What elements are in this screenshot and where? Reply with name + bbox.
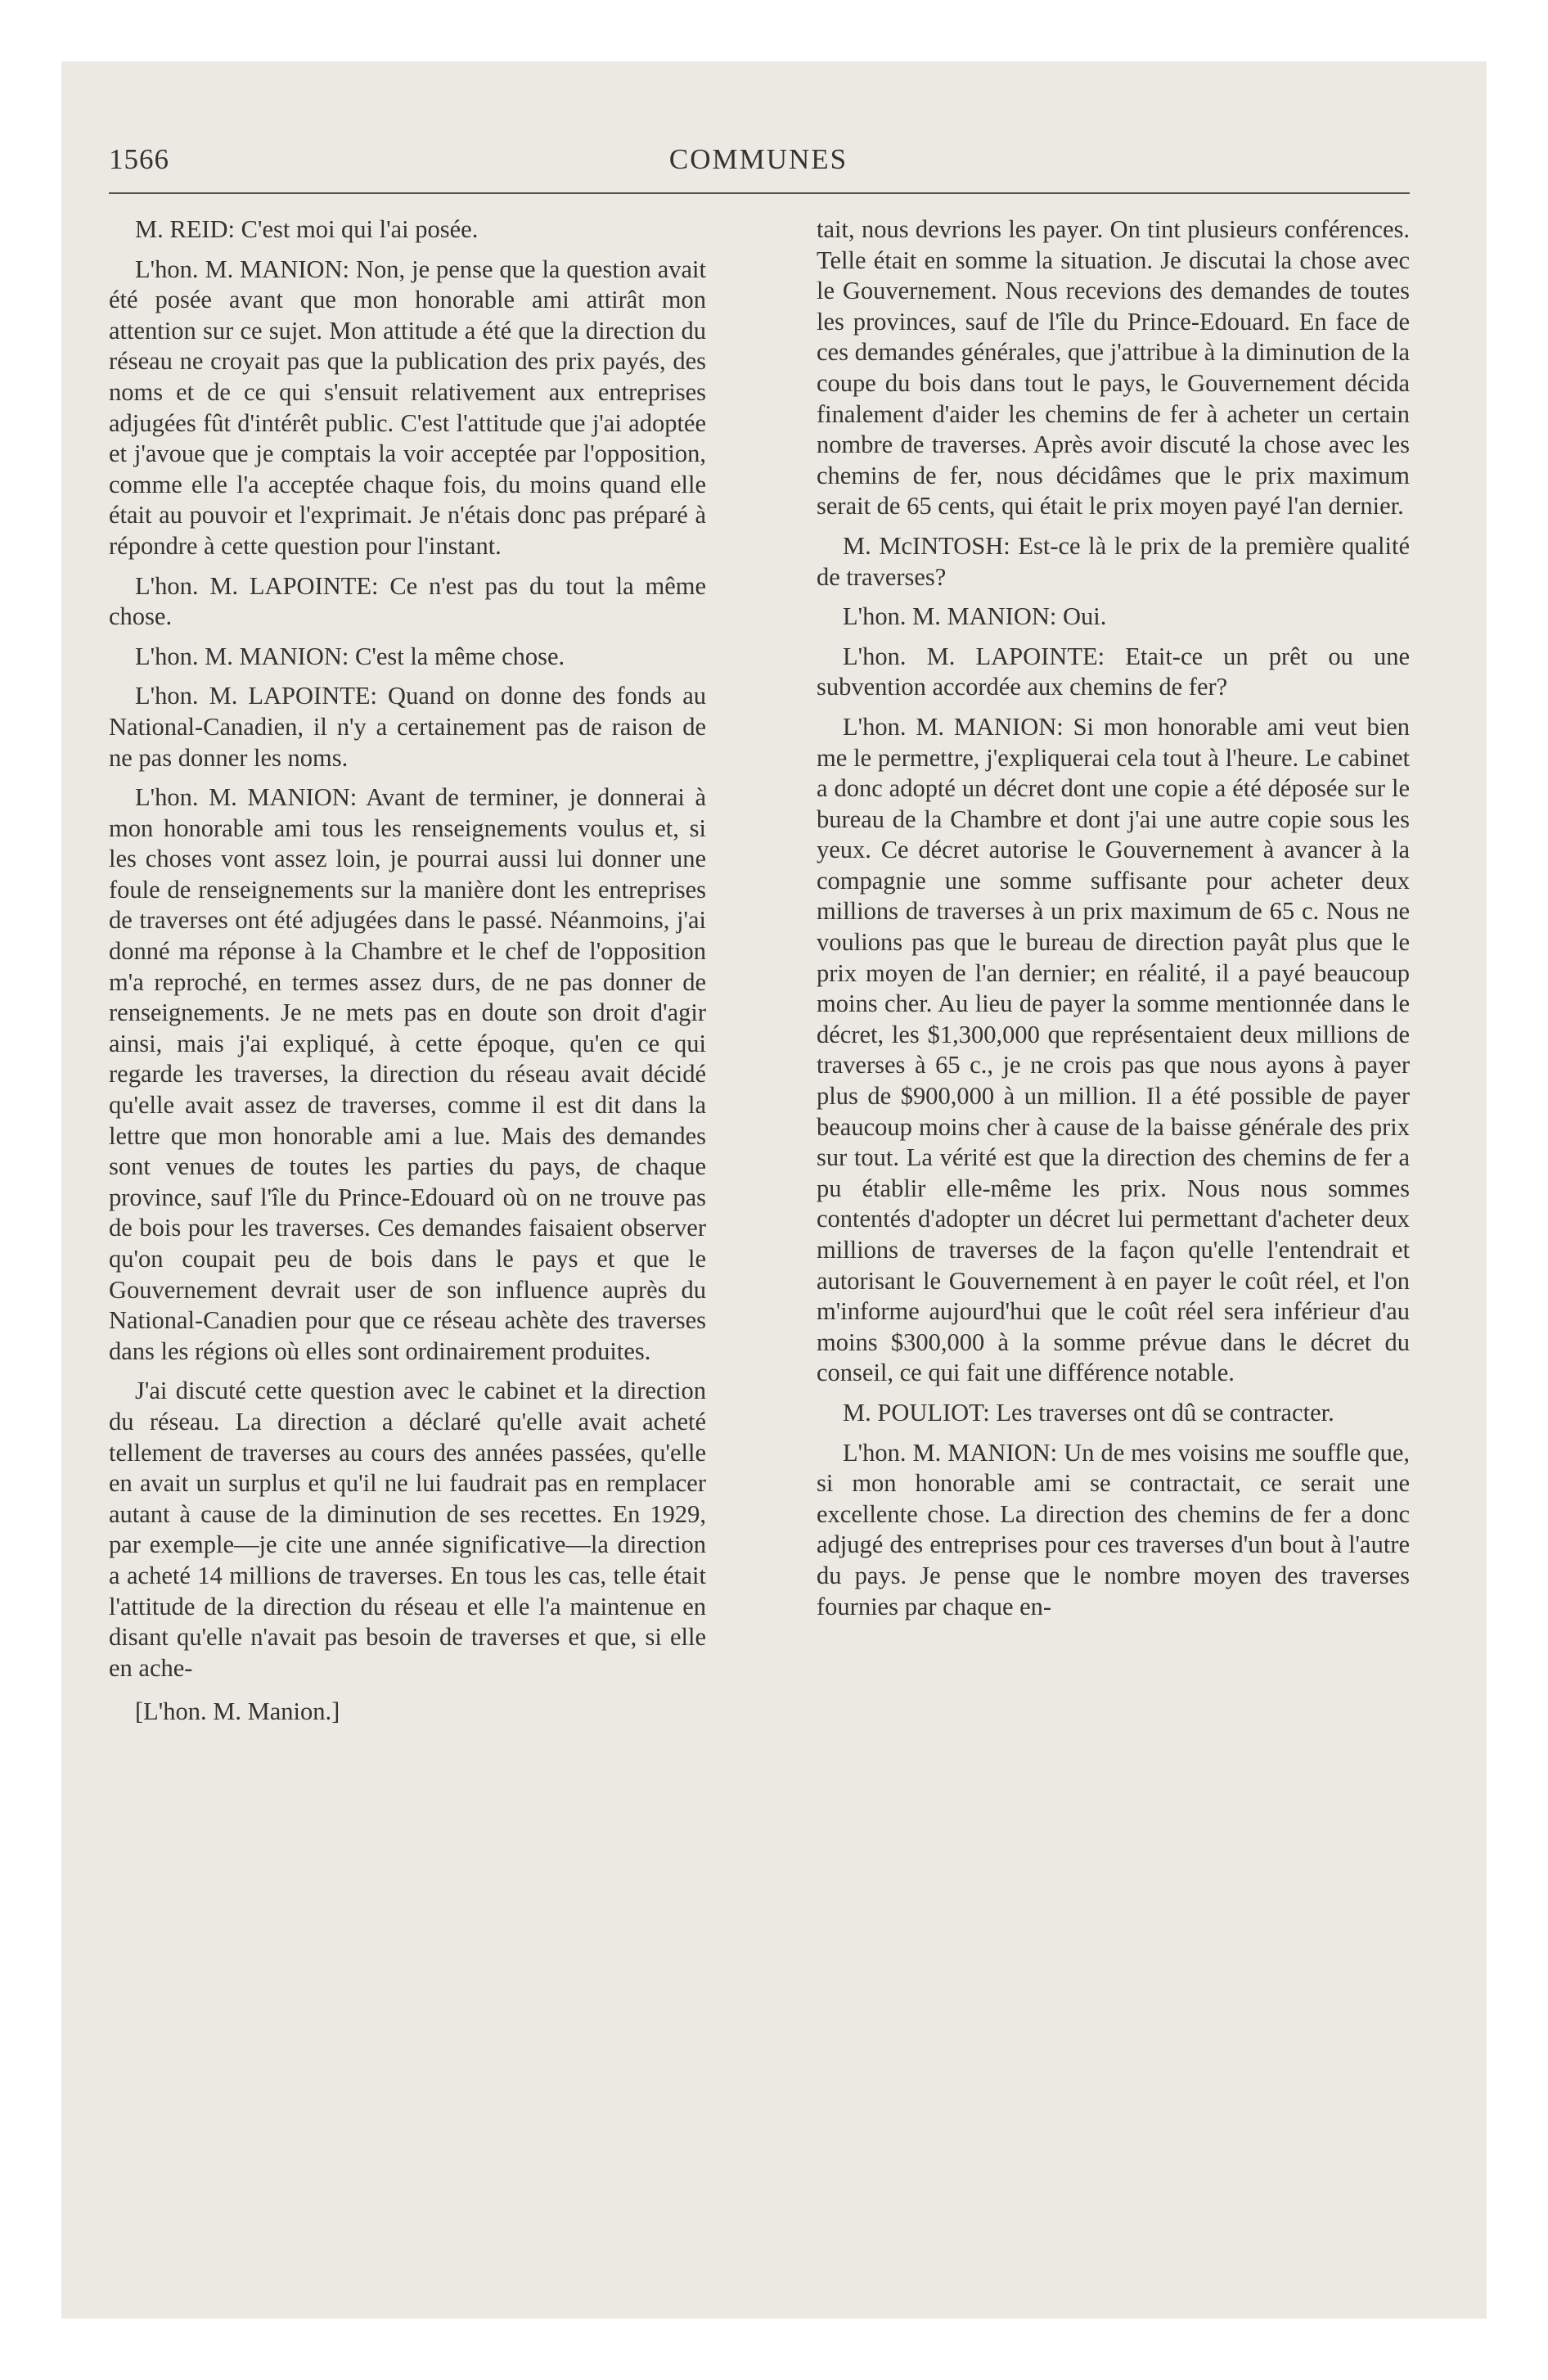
- speaker: L'hon. M. MANION:: [843, 712, 1064, 741]
- paragraph: [109, 214, 706, 246]
- paragraph: [109, 681, 706, 773]
- paragraph: [817, 1438, 1410, 1623]
- paragraph: [817, 712, 1410, 1389]
- paragraph-text: C'est la même chose.: [354, 642, 565, 670]
- paragraph: [817, 531, 1410, 593]
- speaker: M. REID:: [135, 215, 235, 243]
- page-number: 1566: [109, 143, 169, 175]
- speaker: L'hon. M. MANION:: [843, 602, 1057, 631]
- speaker: L'hon. M. MANION:: [135, 642, 349, 670]
- page-header: [109, 143, 1408, 184]
- paragraph: [817, 1398, 1410, 1429]
- paragraph: [109, 571, 706, 633]
- paragraph-text: J'ai discuté cette question avec le cabinet et la direction du réseau. La direction a déclaré qu'elle avait acheté tellement de traverses au cours des années passées, qu'elle en avait un surplus et qu'il ne lui faudrait pas en remplacer autant à cause de la diminution de ses recettes. En 1929, par exemple—je cite une année significative—la direction a acheté 14 millions de traverses. En tous les cas, telle était l'attitude de la direction du réseau et elle l'a maintenue en disant qu'elle n'avait pas besoin de traverses et que, si elle en ache-: [109, 1377, 706, 1682]
- paragraph: [109, 782, 706, 1367]
- speaker: L'hon. M. LAPOINTE:: [135, 571, 379, 600]
- paragraph: [109, 642, 706, 673]
- paragraph-text: Si mon honorable ami veut bien me le permettre, j'expliquerai cela tout à l'heure. Le cabinet a donc adopté un décret dont une copie a été déposée sur le bureau de la Chambre et dont j'ai une autre copie sous les yeux. Ce décret autorise le Gouvernement à avancer à la compagnie une somme suffisante pour acheter deux millions de traverses à un prix maximum de 65 c. Nous ne voulions pas que le bureau de direction payât plus que le prix moyen de l'an dernier; en réalité, il a payé beaucoup moins cher. Au lieu de payer la somme mentionnée dans le décret, les $1,300,000 que représentaient deux millions de traverses à 65 c., je ne crois pas que nous ayons à payer plus de $900,000 à un million. Il a été possible de payer beaucoup moins cher à cause de la baisse générale des prix sur tout. La vérité est que la direction des chemins de fer a pu établir elle-même les prix. Nous nous sommes contentés d'adopter un décret lui permettant d'acheter deux millions de traverses de la façon qu'elle l'entendrait et autorisant le Gouvernement à en payer le coût réel, et l'on m'informe aujourd'hui que le coût réel sera inférieur d'au moins $300,000 à la somme prévue dans le décret du conseil, ce qui fait une différence notable.: [817, 712, 1411, 1387]
- paragraph-text: Quand on donne des fonds au National-Canadien, il n'y a certainement pas de raison de ne pas donner les noms.: [109, 682, 706, 772]
- paragraph: [109, 255, 706, 562]
- speaker: M. POULIOT:: [843, 1398, 990, 1427]
- paragraph: [817, 642, 1410, 703]
- paragraph-text: Est-ce là le prix de la première qualité de traverses?: [817, 531, 1411, 591]
- paragraph: [109, 1376, 706, 1684]
- paragraph-text: Un de mes voisins me souffle que, si mon honorable ami se contractait, ce serait une excellente chose. La direction des chemins de fer a donc adjugé des entreprises pour ces traverses d'un bout à l'autre du pays. Je pense que le nombre moyen des traverses fournies par chaque en-: [817, 1438, 1411, 1620]
- speaker: L'hon. M. MANION:: [843, 1438, 1058, 1467]
- running-head: COMMUNES: [668, 143, 848, 175]
- paragraph-text: Etait-ce un prêt ou une subvention accordée aux chemins de fer?: [817, 642, 1411, 701]
- paragraph: [817, 602, 1410, 633]
- speaker: L'hon. M. MANION:: [135, 255, 350, 283]
- paragraph: [817, 214, 1410, 522]
- left-column: [109, 214, 706, 1728]
- speaker: L'hon. M. LAPOINTE:: [135, 682, 377, 710]
- header-rule: [109, 192, 1410, 194]
- paragraph-text: tait, nous devrions les payer. On tint plusieurs conférences. Telle était en somme la situation. Je discutai la chose avec le Gouvernement. Nous recevions des demandes de toutes les provinces, sauf de l'île du Prince-Edouard. En face de ces demandes générales, que j'attribue à la diminution de la coupe du bois dans tout le pays, le Gouvernement décida finalement d'aider les chemins de fer à acheter un certain nombre de traverses. Après avoir discuté la chose avec les chemins de fer, nous décidâmes que le prix maximum serait de 65 cents, qui était le prix moyen payé l'an dernier.: [817, 215, 1410, 521]
- paragraph-text: Ce n'est pas du tout la même chose.: [109, 571, 706, 631]
- speaker: M. McINTOSH:: [843, 531, 1010, 560]
- paragraph-text: Les traverses ont dû se contracter.: [996, 1398, 1334, 1427]
- speaker-footer: [L'hon. M. Manion.]: [135, 1697, 340, 1726]
- paragraph-text: Non, je pense que la question avait été posée avant que mon honorable ami attirât mon attention sur ce sujet. Mon attitude a été que la direction du réseau ne croyait pas que la publication des prix payés, des noms et de ce qui s'ensuit relativement aux entreprises adjugées fût d'intérêt public. C'est l'attitude que j'ai adoptée et j'avoue que je comptais la voir acceptée par l'opposition, comme elle l'a acceptée chaque fois, du moins quand elle était au pouvoir et l'exprimait. Je n'étais donc pas préparé à répondre à cette question pour l'instant.: [109, 255, 706, 560]
- paragraph-text: Oui.: [1062, 602, 1107, 631]
- paragraph-text: C'est moi qui l'ai posée.: [241, 215, 479, 243]
- speaker: L'hon. M. MANION:: [135, 783, 358, 812]
- speaker: L'hon. M. LAPOINTE:: [843, 642, 1105, 670]
- right-column: [817, 214, 1410, 1622]
- paragraph-text: Avant de terminer, je donnerai à mon honorable ami tous les renseignements voulus et, si les choses vont assez loin, je pourrai aussi lui donner une foule de renseignements sur la manière dont les entreprises de traverses ont été adjugées dans le passé. Néanmoins, j'ai donné ma réponse à la Chambre et le chef de l'opposition m'a reproché, en termes assez durs, de ne pas donner de renseignements. Je ne mets pas en doute son droit d'agir ainsi, mais j'ai expliqué, à cette époque, qu'en ce qui regarde les traverses, la direction du réseau avait décidé qu'elle avait assez de traverses, comme il est dit dans la lettre que mon honorable ami a lue. Mais des demandes sont venues de toutes les parties du pays, de chaque province, sauf l'île du Prince-Edouard où on ne trouve pas de bois pour les traverses. Ces demandes faisaient observer qu'on coupait peu de bois dans le pays et que le Gouvernement devrait user de son influence auprès du National-Canadien pour que ce réseau achète des traverses dans les régions où elles sont ordinairement produites.: [109, 783, 706, 1365]
